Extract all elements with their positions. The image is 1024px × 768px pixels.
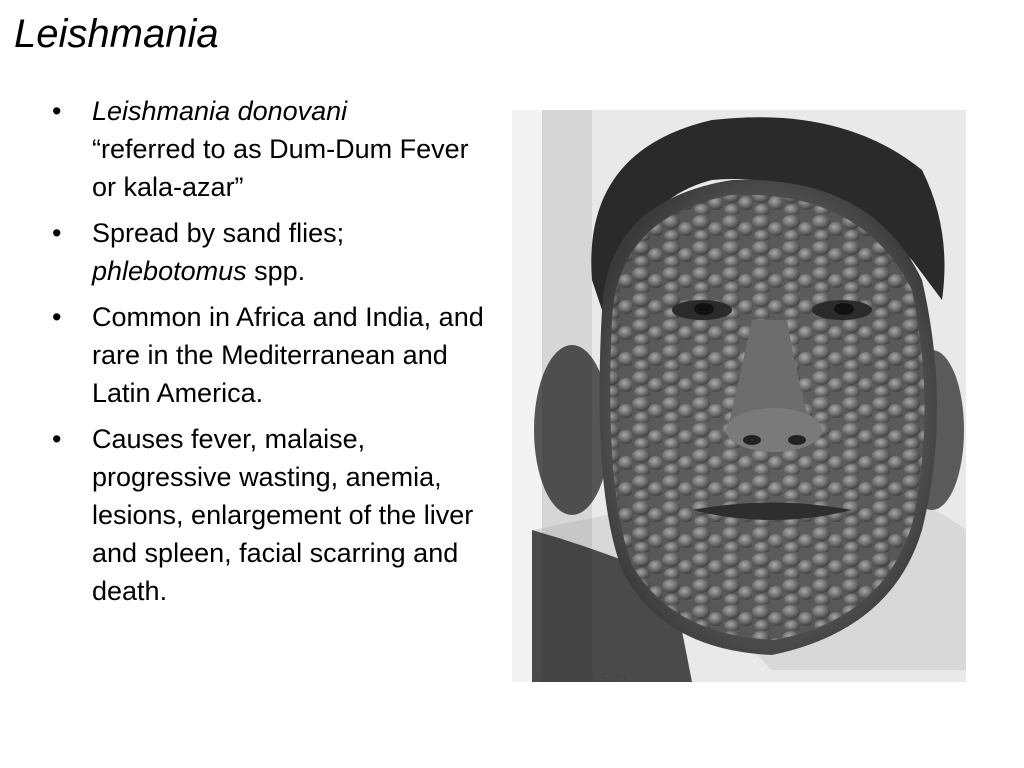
figure-caption: FIGURE 5.21 bbox=[540, 672, 630, 682]
bullet-dot: • bbox=[52, 424, 62, 454]
bullet-item bbox=[52, 298, 492, 412]
bullet-italic-text: phlebotomus bbox=[92, 256, 247, 286]
bullet-text: Causes fever, malaise, progressive wasting, anemia, lesions, enlargement of the liver and spleen, facial scarring and death. bbox=[92, 424, 474, 606]
bullet-text: spp. bbox=[246, 256, 306, 286]
bullet-dot: • bbox=[52, 218, 62, 248]
bullet-dot: • bbox=[52, 96, 62, 126]
bullet-item bbox=[52, 92, 492, 206]
bullet-list bbox=[52, 92, 492, 618]
patient-face-photo bbox=[512, 110, 966, 682]
bullet-item bbox=[52, 214, 492, 290]
bullet-italic-text: Leishmania donovani bbox=[92, 96, 348, 126]
bullet-text: Spread by sand flies; bbox=[92, 218, 345, 248]
slide-title: Leishmania bbox=[14, 12, 219, 56]
bullet-text: Common in Africa and India, and rare in the Mediterranean and Latin America. bbox=[92, 302, 484, 408]
bullet-dot: • bbox=[52, 302, 62, 332]
bullet-item bbox=[52, 420, 492, 610]
bullet-text: “referred to as Dum-Dum Fever or kala-azar” bbox=[92, 134, 469, 202]
